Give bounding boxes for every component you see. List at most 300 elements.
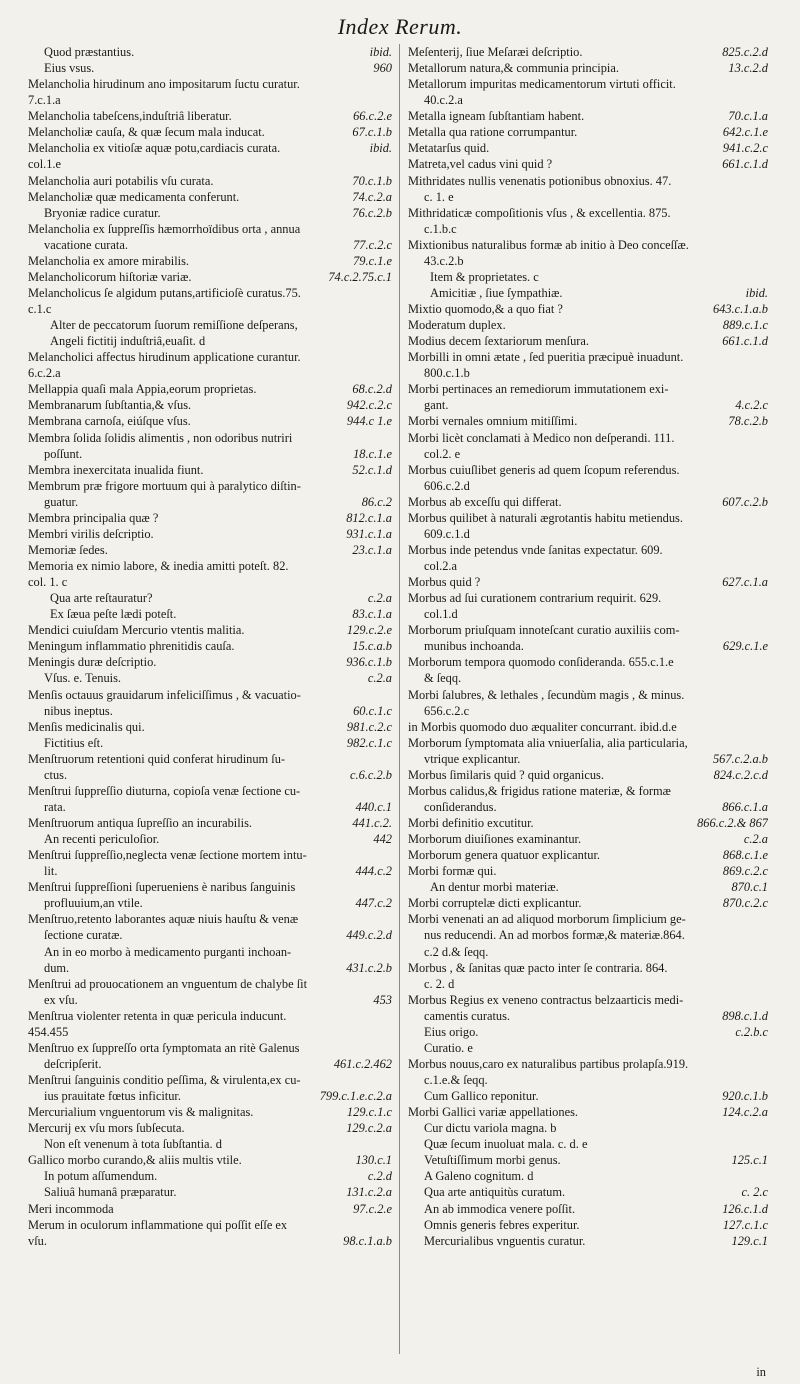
index-entry	[28, 703, 392, 719]
index-entry-text: nibus ineptus.	[44, 703, 113, 718]
index-entry-text: Morbi pertinaces an remediorum immutationem exi-	[408, 382, 669, 397]
index-entry-text: Morbus ſimilaris quid ? quid organicus.	[408, 767, 604, 782]
index-entry-text: Morborum genera quatuor explicantur.	[408, 848, 600, 863]
index-entry-reference: 870.c.1	[731, 880, 768, 895]
index-entry	[408, 735, 768, 751]
index-entry-reference: 944.c 1.e	[346, 414, 392, 429]
index-entry-text: Meningum inflammatio phrenitidis cauſa.	[28, 639, 235, 654]
index-entry-reference: 868.c.1.e	[722, 848, 768, 863]
index-entry-text: col.2.a	[424, 559, 458, 573]
index-entry-text: An dentur morbi materiæ.	[430, 880, 559, 895]
page-header-title: Index Rerum.	[337, 14, 463, 39]
index-entry	[28, 108, 392, 124]
index-entry	[28, 847, 392, 863]
index-entry	[28, 381, 392, 397]
index-entry-text: Menſtruorum retentioni quid conferat hirudinum ſu-	[28, 751, 286, 766]
index-entry-text: An ab immodica venere poſſit.	[424, 1201, 576, 1216]
index-entry	[408, 76, 768, 92]
index-entry-text: Melancholia hirudinum ano impositarum ſuctu curatur.	[28, 77, 300, 92]
index-entry	[28, 719, 392, 735]
index-entry	[408, 863, 768, 879]
index-entry	[28, 654, 392, 670]
index-entry	[28, 510, 392, 526]
index-entry	[408, 333, 768, 349]
index-entry	[408, 606, 768, 622]
index-entry-text: in Morbis quomodo duo æqualiter concurrant. ibid.d.e	[408, 719, 677, 734]
index-entry	[408, 799, 768, 815]
index-entry-reference: 18.c.1.e	[353, 446, 392, 461]
index-entry-text: 609.c.1.d	[424, 526, 470, 541]
index-entry-reference: 441.c.2.	[352, 816, 392, 830]
index-entry-reference: 920.c.1.b	[722, 1089, 768, 1104]
index-entry	[28, 687, 392, 703]
index-entry	[28, 462, 392, 478]
index-entry-reference: 79.c.1.e	[353, 253, 392, 268]
index-entry-reference: 13.c.2.d	[728, 61, 768, 76]
index-entry	[28, 1056, 392, 1072]
index-entry-reference: 825.c.2.d	[722, 45, 768, 59]
index-entry-reference: 126.c.1.d	[722, 1201, 768, 1216]
index-entry	[408, 1008, 768, 1024]
index-entry-reference: 129.c.2.a	[346, 1121, 392, 1136]
index-entry-text: Meſenterij, ſiue Meſaræi deſcriptio.	[408, 45, 583, 59]
index-entry-text: Morbi definitio excutitur.	[408, 816, 534, 830]
index-entry-text: Menſis octauus grauidarum infeliciſſimus , & vacuatio-	[28, 687, 301, 702]
index-entry-text: Vetuſtiſſimum morbi genus.	[424, 1153, 561, 1168]
index-entry-reference: 68.c.2.d	[352, 382, 392, 397]
index-entry-text: 6.c.2.a	[28, 366, 61, 381]
index-entry	[28, 574, 392, 590]
index-entry	[28, 638, 392, 654]
index-entry-text: Memoria ex nimio labore, & inedia amitti poteſt. 82.	[28, 559, 289, 573]
index-entry-text: Morbi licèt conclamati à Medico non deſperandi. 111.	[408, 430, 675, 445]
index-entry	[408, 446, 768, 462]
index-entry	[28, 526, 392, 542]
index-entry-text: vtrique explicantur.	[424, 751, 521, 766]
index-entry-text: Morbus quid ?	[408, 575, 481, 590]
index-entry	[28, 317, 392, 333]
index-entry	[408, 1072, 768, 1088]
index-entry	[408, 1201, 768, 1217]
index-entry-text: Morbus ab exceſſu qui differat.	[408, 494, 562, 509]
index-entry-reference: 453	[373, 992, 392, 1007]
index-entry-text: Omnis generis febres experitur.	[424, 1217, 580, 1232]
index-entry-reference: 567.c.2.a.b	[712, 751, 768, 766]
index-entry-reference: 941.c.2.c	[722, 141, 768, 156]
index-entry	[408, 301, 768, 317]
index-entry	[408, 140, 768, 156]
index-entry	[408, 1184, 768, 1200]
index-entry-text: c.1.e.& ſeqq.	[424, 1073, 488, 1087]
index-entry	[28, 189, 392, 205]
index-entry-reference: ibid.	[369, 45, 392, 59]
index-entry-reference: c.2.a	[367, 591, 392, 606]
index-entry-reference: 98.c.1.a.b	[343, 1233, 392, 1248]
index-entry-text: Melancholiæ quæ medicamenta conferunt.	[28, 189, 240, 204]
index-entry	[408, 60, 768, 76]
index-entry-text: Melancholia tabeſcens,induſtriâ liberatur.	[28, 109, 232, 124]
index-entry	[28, 927, 392, 943]
index-entry	[28, 221, 392, 237]
index-entry-reference: 124.c.2.a	[722, 1105, 768, 1120]
index-entry	[408, 703, 768, 719]
index-entry-text: Mithridates nullis venenatis potionibus obnoxius. 47.	[408, 173, 672, 188]
index-entry	[408, 253, 768, 269]
index-entry	[408, 831, 768, 847]
index-entry-text: A Galeno cognitum. d	[424, 1169, 534, 1184]
index-entry	[28, 1168, 392, 1184]
index-entry-reference: 66.c.2.e	[353, 109, 392, 124]
index-entry-text: Morbus cuiuſlibet generis ad quem ſcopum referendus.	[408, 462, 680, 477]
index-entry	[408, 590, 768, 606]
index-entry	[408, 783, 768, 799]
index-entry	[408, 1088, 768, 1104]
index-entry	[28, 285, 392, 301]
index-entry-text: vacatione curata.	[44, 237, 128, 252]
index-entry-text: Vſus. e. Tenuis.	[44, 671, 122, 686]
index-entry-text: Menſtrua violenter retenta in quæ pericula inducunt.	[28, 1008, 287, 1023]
index-entry	[408, 1024, 768, 1040]
index-entry	[28, 1024, 392, 1040]
index-entry	[408, 413, 768, 429]
index-entry	[28, 735, 392, 751]
index-entry-text: Menſis medicinalis qui.	[28, 719, 145, 734]
index-entry	[408, 558, 768, 574]
index-entry-reference: 444.c.2	[355, 864, 392, 879]
index-entry	[408, 510, 768, 526]
index-entry-text: Metalla qua ratione corrumpantur.	[408, 125, 578, 140]
index-entry	[408, 365, 768, 381]
index-entry-text: poſſunt.	[44, 446, 83, 461]
index-entry-text: Fictitius eſt.	[44, 735, 104, 750]
index-entry-text: Menſtrui ad prouocationem an vnguentum de chalybe ſit	[28, 976, 308, 991]
index-entry	[28, 237, 392, 253]
index-entry-text: col. 1. c	[28, 575, 68, 590]
index-entry	[28, 606, 392, 622]
index-entry-text: Mercurialibus vnguentis curatur.	[424, 1233, 586, 1248]
index-entry-text: 454.455	[28, 1024, 69, 1039]
index-entry	[408, 1104, 768, 1120]
index-entry-text: Non eſt venenum à tota ſubſtantia. d	[44, 1137, 222, 1152]
index-entry-text: nus reducendi. An ad morbos formæ,& materiæ.864.	[424, 928, 685, 943]
index-entry-reference: 866.c.1.a	[722, 799, 768, 814]
index-entry-text: c. 2. d	[424, 976, 455, 991]
index-entry	[408, 976, 768, 992]
index-entry-text: Qua arte reſtauratur?	[50, 591, 153, 606]
index-entry-reference: 129.c.1.c	[346, 1105, 392, 1120]
index-entry-reference: 661.c.1.d	[722, 157, 768, 172]
index-entry-text: Morbus calidus,& frigidus ratione materiæ, & formæ	[408, 783, 671, 798]
index-entry	[408, 1136, 768, 1152]
index-entry-reference: 440.c.1	[355, 799, 392, 814]
index-entry	[408, 638, 768, 654]
index-entry-reference: 67.c.1.b	[352, 125, 392, 140]
index-entry-text: lit.	[44, 864, 58, 879]
index-entry-text: Metalla igneam ſubſtantiam habent.	[408, 109, 585, 124]
index-entry	[408, 847, 768, 863]
index-entry	[408, 205, 768, 221]
index-entry-reference: c.2.b.c	[735, 1024, 768, 1039]
index-entry-text: Morbus quilibet à naturali ægrotantis habitu metiendus.	[408, 510, 683, 525]
index-entry-text: Membra principalia quæ ?	[28, 510, 159, 525]
index-entry-text: Morborum diuiſiones examinantur.	[408, 832, 582, 847]
index-entry-text: Curatio. e	[424, 1040, 473, 1055]
index-entry-reference: 447.c.2	[355, 896, 392, 911]
index-entry	[408, 895, 768, 911]
index-entry-text: dum.	[44, 960, 70, 975]
index-entry	[408, 221, 768, 237]
index-entry	[28, 60, 392, 76]
index-entry-text: Melancholia ex vitioſæ aquæ potu,cardiacis curata.	[28, 141, 281, 156]
index-entry	[28, 1008, 392, 1024]
index-entry-text: Qua arte antiquitùs curatum.	[424, 1185, 566, 1200]
index-entry	[28, 44, 392, 60]
index-entry-text: An recenti periculoſior.	[44, 832, 160, 847]
index-entry	[408, 751, 768, 767]
index-entry	[408, 1040, 768, 1056]
index-entry-text: Melancholicus ſe algidum putans,artificioſè curatus.75.	[28, 285, 301, 300]
index-entry	[28, 992, 392, 1008]
index-entry-text: Eius origo.	[424, 1024, 479, 1039]
index-entry	[28, 173, 392, 189]
index-entry-text: c. 1. e	[424, 189, 454, 204]
index-entry-text: Metallorum natura,& communia principia.	[408, 61, 619, 76]
index-entry-reference: 131.c.2.a	[346, 1185, 392, 1200]
index-entry-reference: 936.c.1.b	[346, 655, 392, 670]
index-entry-text: Meri incommoda	[28, 1201, 114, 1216]
index-entry-text: Morbi corruptelæ dicti explicantur.	[408, 896, 582, 911]
index-entry	[28, 92, 392, 108]
index-entry-text: gant.	[424, 398, 449, 413]
index-entry-text: Quæ ſecum inuoluat mala. c. d. e	[424, 1137, 588, 1152]
index-entry-text: Membra ſolida ſolidis alimentis , non odoribus nutriri	[28, 430, 293, 445]
index-entry	[28, 1040, 392, 1056]
index-entry-reference: 52.c.1.d	[352, 462, 392, 477]
index-entry-reference: ibid.	[745, 285, 768, 300]
index-entry-text: Menſtrui ſanguinis conditio peſſima, & virulenta,ex cu-	[28, 1073, 301, 1087]
index-entry-reference: 127.c.1.c	[722, 1217, 768, 1232]
index-entry	[28, 911, 392, 927]
index-entry	[408, 44, 768, 60]
index-entry	[28, 1152, 392, 1168]
index-entry	[408, 670, 768, 686]
index-entry-reference: 661.c.1.d	[722, 334, 768, 349]
index-entry-text: Quod præstantius.	[44, 45, 135, 59]
index-entry-text: Mendici cuiuſdam Mercurio vtentis malitia.	[28, 623, 245, 638]
index-entry-text: Membrum præ frigore mortuum qui à paralytico diſtin-	[28, 478, 301, 493]
index-entry-text: Morbus , & ſanitas quæ pacto inter ſe contraria. 864.	[408, 960, 668, 975]
index-entry-text: Alter de peccatorum ſuorum remiſſione deſperans,	[50, 318, 298, 333]
index-entry	[28, 1120, 392, 1136]
index-entry-reference: c.2.a	[367, 671, 392, 686]
index-entry-reference: 70.c.1.b	[352, 173, 392, 188]
index-entry-text: 7.c.1.a	[28, 93, 61, 108]
index-entry-reference: 629.c.1.e	[722, 639, 768, 654]
index-entry	[28, 879, 392, 895]
index-entry	[28, 478, 392, 494]
index-entry-reference: 78.c.2.b	[728, 414, 768, 429]
index-entry-text: 800.c.1.b	[424, 366, 470, 381]
index-entry-text: ſectione curatæ.	[44, 928, 123, 943]
index-entry	[408, 108, 768, 124]
index-entry-text: Cum Gallico reponitur.	[424, 1089, 539, 1104]
index-entry-reference: 442	[373, 832, 392, 847]
index-entry	[408, 574, 768, 590]
index-entry-text: Menſtrui ſuppreſſio diuturna, copioſa venæ ſectione cu-	[28, 783, 301, 798]
index-entry-reference: c.2.a	[743, 832, 768, 847]
index-entry	[28, 670, 392, 686]
index-entry	[28, 269, 392, 285]
index-entry-reference: 4.c.2.c	[735, 398, 768, 413]
index-entry-text: Morbus inde petendus vnde ſanitas expectatur. 609.	[408, 542, 663, 557]
left-column	[28, 44, 392, 1370]
index-entry	[408, 815, 768, 831]
index-entry	[408, 462, 768, 478]
index-entry-text: Mixtio quomodo,& a quo fiat ?	[408, 302, 563, 316]
index-entry	[28, 1233, 392, 1249]
index-entry-reference: 960	[373, 61, 392, 76]
index-entry-reference: 60.c.1.c	[353, 703, 392, 718]
index-entry	[408, 1233, 768, 1249]
index-entry	[28, 895, 392, 911]
index-entry-text: 43.c.2.b	[424, 253, 464, 268]
index-entry	[28, 494, 392, 510]
index-entry-text: An in eo morbo à medicamento purganti inchoan-	[44, 944, 292, 959]
index-entry-text: profluuium,an vtile.	[44, 896, 143, 911]
index-entry	[408, 654, 768, 670]
index-entry-text: Bryoniæ radice curatur.	[44, 205, 161, 220]
index-entry-text: munibus inchoanda.	[424, 639, 524, 654]
index-entry-text: col.1.d	[424, 607, 458, 622]
index-entry	[28, 863, 392, 879]
index-entry-text: Melancholia ex amore mirabilis.	[28, 253, 190, 268]
index-entry-text: Mercurialium vnguentorum vis & malignitas.	[28, 1105, 254, 1120]
index-entry	[408, 173, 768, 189]
index-entry-text: c.1.c	[28, 302, 52, 316]
index-entry	[28, 1104, 392, 1120]
index-entry	[408, 992, 768, 1008]
index-entry	[408, 397, 768, 413]
index-entry-text: Membra inexercitata inualida fiunt.	[28, 462, 204, 477]
index-entry-text: Morbilli in omni ætate , ſed pueritia præcipuè inuadunt.	[408, 350, 684, 365]
index-entry	[408, 526, 768, 542]
index-entry-reference: 942.c.2.c	[346, 398, 392, 413]
index-entry-reference: c. 2.c	[741, 1185, 768, 1200]
index-entry	[408, 622, 768, 638]
index-entry-reference: 627.c.1.a	[722, 575, 768, 590]
index-entry-text: ius prauitate fœtus inficitur.	[44, 1089, 181, 1104]
index-entry-reference: 83.c.1.a	[352, 607, 392, 622]
index-entry-text: Menſtruorum antiqua ſupreſſio an incurabilis.	[28, 816, 253, 830]
index-entry-text: Mixtionibus naturalibus formæ ab initio à Deo conceſſæ.	[408, 237, 689, 252]
index-entry-reference: 86.c.2	[361, 494, 392, 509]
index-entry-text: 656.c.2.c	[424, 703, 470, 718]
index-entry-text: vſu.	[28, 1233, 47, 1248]
index-entry-reference: 431.c.2.b	[346, 960, 392, 975]
index-entry-text: Amicitiæ , ſiue ſympathiæ.	[430, 285, 563, 300]
index-entry-text: Cur dictu variola magna. b	[424, 1121, 557, 1136]
index-entry	[408, 189, 768, 205]
index-entry-reference: 461.c.2.462	[333, 1056, 392, 1071]
index-entry-text: Modius decem ſextariorum menſura.	[408, 334, 589, 349]
index-entry-reference: 76.c.2.b	[352, 205, 392, 220]
index-entry	[28, 205, 392, 221]
index-entry-text: Merum in oculorum inflammatione qui poſſit eſſe ex	[28, 1217, 288, 1232]
index-entry-reference: 23.c.1.a	[352, 542, 392, 557]
index-entry-text: Morborum priuſquam innoteſcant curatio auxiliis com-	[408, 623, 680, 638]
index-entry-text: Angeli fictitij induſtriâ,euaſit. d	[50, 334, 206, 349]
index-entry-reference: 97.c.2.e	[353, 1201, 392, 1216]
index-entry-text: Melancholici affectus hirudinum applicatione curantur.	[28, 350, 301, 365]
index-entry	[408, 927, 768, 943]
index-entry-text: deſcripſerit.	[44, 1056, 102, 1071]
index-entry-text: In potum aſſumendum.	[44, 1169, 158, 1184]
index-entry-text: Morbus Regius ex veneno contractus belzaarticis medi-	[408, 992, 684, 1007]
index-entry-reference: 129.c.2.e	[346, 623, 392, 638]
index-entry	[28, 253, 392, 269]
index-entry-reference: 898.c.1.d	[722, 1008, 768, 1023]
index-entry-text: Morbi Gallici variæ appellationes.	[408, 1105, 578, 1120]
index-entry-text: Menſtrui ſuppreſſio,neglecta venæ ſectione mortem intu-	[28, 848, 307, 863]
index-entry-reference: 130.c.1	[355, 1153, 392, 1168]
index-entry	[28, 960, 392, 976]
index-entry-reference: 74.c.2.a	[352, 189, 392, 204]
index-entry-text: ctus.	[44, 767, 68, 782]
index-entry-text: Saliuâ humanâ præparatur.	[44, 1185, 177, 1200]
index-entry	[28, 976, 392, 992]
index-entry	[28, 124, 392, 140]
index-entry-reference: 812.c.1.a	[346, 510, 392, 525]
index-entry-text: Mithridaticæ compoſitionis vſus , & excellentia. 875.	[408, 205, 671, 220]
index-entry-text: 40.c.2.a	[424, 93, 463, 108]
index-entry	[28, 799, 392, 815]
index-entry-text: Metatarſus quid.	[408, 141, 490, 156]
index-entry	[408, 494, 768, 510]
index-entry	[408, 124, 768, 140]
index-entry	[28, 558, 392, 574]
index-entry	[28, 622, 392, 638]
index-entry	[28, 333, 392, 349]
index-entry	[28, 783, 392, 799]
index-entry-text: rata.	[44, 799, 66, 814]
index-entry	[28, 1217, 392, 1233]
index-entry-text: Melancholia ex ſuppreſſis hæmorrhoïdibus orta , annua	[28, 221, 301, 236]
index-entry-text: Gallico morbo curando,& aliis multis vtile.	[28, 1153, 242, 1168]
index-entry-text: Morbi venenati an ad aliquod morborum ſimplicium ge-	[408, 912, 686, 927]
index-entry	[28, 446, 392, 462]
index-entry-text: Moderatum duplex.	[408, 318, 506, 333]
index-entry-reference: 15.c.a.b	[352, 639, 392, 654]
index-entry-reference: 981.c.2.c	[346, 719, 392, 734]
index-entry	[408, 1152, 768, 1168]
index-entry	[28, 831, 392, 847]
index-entry-reference: 642.c.1.e	[722, 125, 768, 140]
index-entry-text: Membranarum ſubſtantia,& vſus.	[28, 398, 192, 413]
index-entry-text: Morbi vernales omnium mitiſſimi.	[408, 414, 578, 429]
index-entry	[408, 767, 768, 783]
index-entry	[408, 879, 768, 895]
index-entry	[408, 381, 768, 397]
index-entry-text: Melancholia auri potabilis vſu curata.	[28, 173, 214, 188]
index-entry	[28, 301, 392, 317]
index-entry-text: Menſtrui ſuppreſſioni ſuperueniens è naribus ſanguinis	[28, 880, 296, 895]
index-entry	[408, 237, 768, 253]
index-entry-text: ex vſu.	[44, 992, 78, 1007]
index-entry-text: Matreta,vel cadus vini quid ?	[408, 157, 553, 172]
index-entry	[28, 1136, 392, 1152]
index-entry-reference: 889.c.1.c	[722, 318, 768, 333]
index-entry-text: & ſeqq.	[424, 671, 462, 686]
